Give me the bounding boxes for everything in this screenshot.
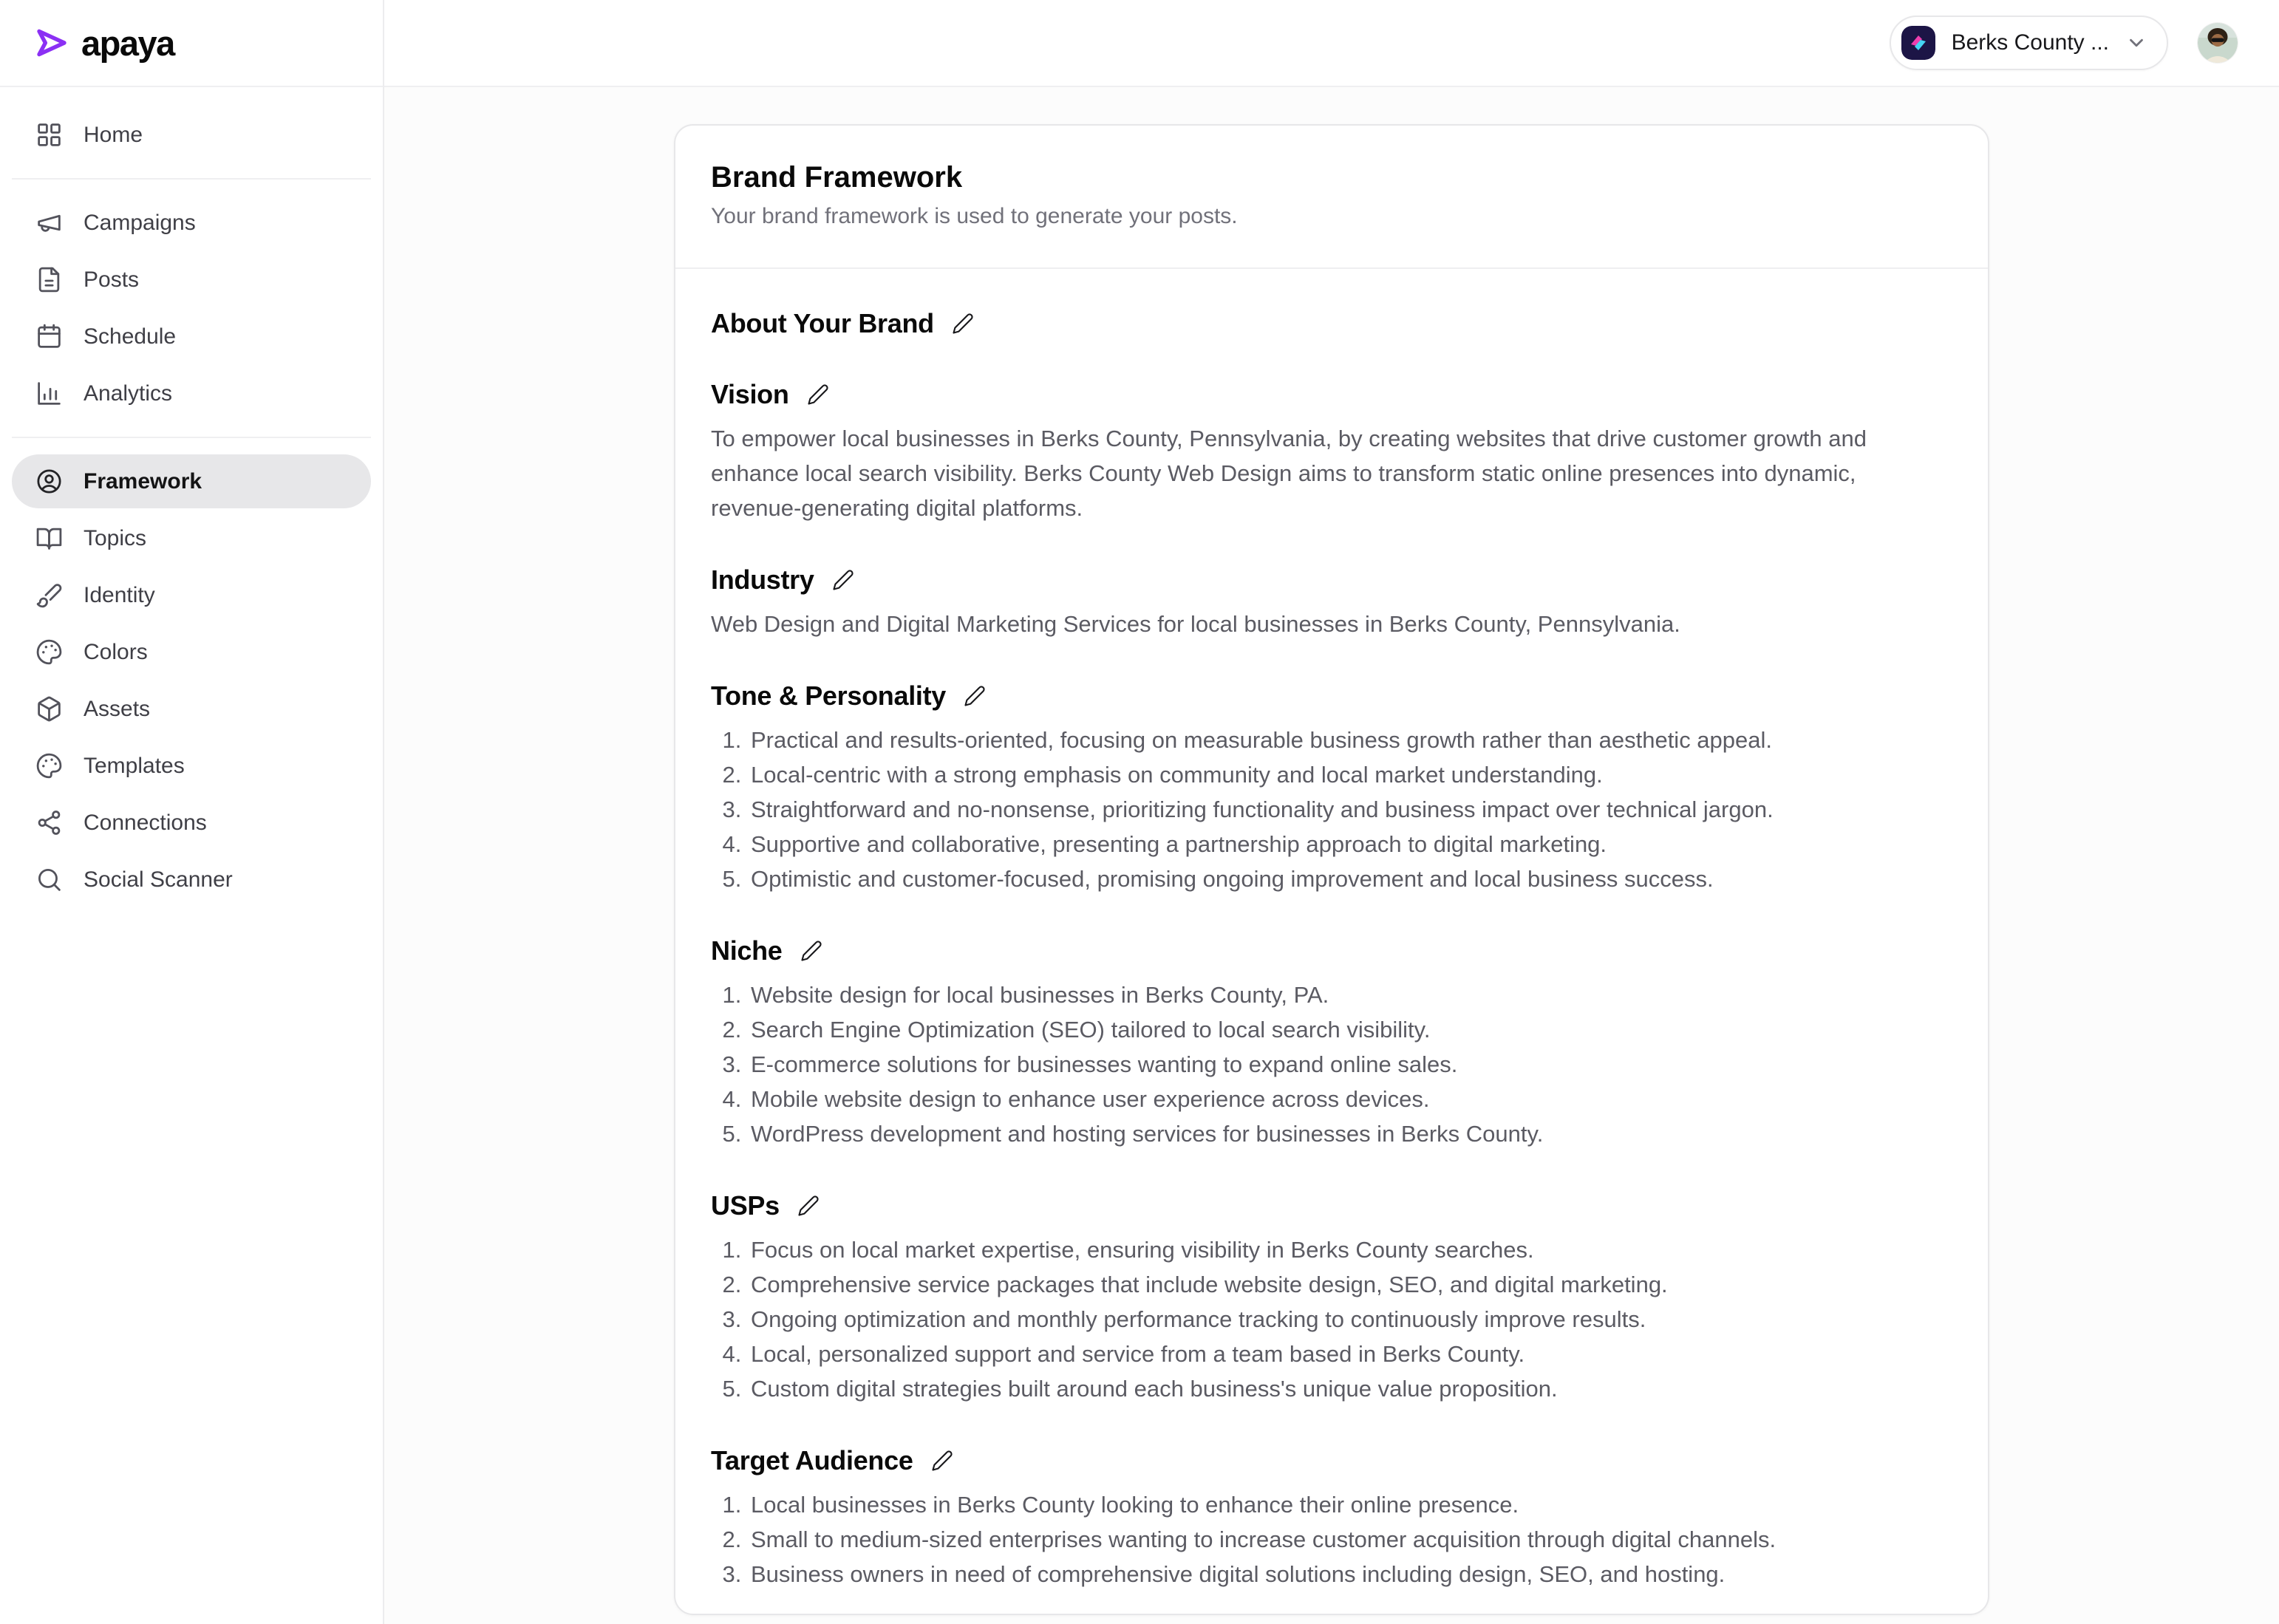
list-item: 3. Business owners in need of comprehensive digital solutions including design, SEO, and hosting. [748,1557,1952,1591]
edit-about-button[interactable] [949,310,977,338]
vision-heading [711,378,1952,411]
sidebar-item-label: Identity [84,582,155,607]
sidebar-item-identity[interactable] [12,568,371,622]
workspace-name: Berks County ... [1951,30,2109,55]
workspace-switcher[interactable] [1890,16,2168,70]
package-icon [35,695,63,723]
usps-list [711,1232,1952,1406]
file-text-icon [35,266,63,293]
usps-heading [711,1190,1952,1222]
sidebar-item-colors[interactable] [12,625,371,679]
brand-framework-card [674,124,1989,1615]
sidebar-item-label: Schedule [84,324,177,349]
list-item: 2. Search Engine Optimization (SEO) tailored to local search visibility. [748,1012,1952,1047]
industry-title: Industry [711,564,814,595]
chevron-down-icon [2125,32,2147,54]
sidebar-item-analytics[interactable] [12,366,371,420]
usps-title: USPs [711,1190,780,1221]
user-avatar[interactable] [2198,23,2238,63]
pencil-icon [797,1195,820,1217]
sidebar-item-assets[interactable] [12,682,371,736]
bar-chart-icon [35,380,63,407]
list-item: 5. Custom digital strategies built around each business's unique value proposition. [748,1371,1952,1406]
edit-vision-button[interactable] [804,381,832,409]
apaya-logo-icon [34,25,69,61]
tone-personality-heading [711,680,1952,712]
about-your-brand-heading [711,307,1952,340]
sidebar-item-label: Assets [84,696,151,721]
sidebar-item-label: Templates [84,753,185,778]
list-item: 4. Supportive and collaborative, presenting a partnership approach to digital marketing. [748,827,1952,862]
tone-personality-list [711,723,1952,896]
sidebar-item-campaigns[interactable] [12,196,371,250]
list-item: 1. Focus on local market expertise, ensuring visibility in Berks County searches. [748,1232,1952,1267]
list-item: 4. Mobile website design to enhance user experience across devices. [748,1082,1952,1116]
sidebar-item-label: Connections [84,810,207,835]
calendar-icon [35,323,63,350]
edit-tone-button[interactable] [961,682,989,710]
sidebar-item-home[interactable] [12,108,371,162]
content-area [384,87,2279,1624]
sidebar-item-topics[interactable] [12,511,371,565]
about-your-brand-title: About Your Brand [711,308,934,338]
list-item: 2. Local-centric with a strong emphasis on community and local market understanding. [748,757,1952,792]
palette-icon [35,752,63,779]
sidebar-item-posts[interactable] [12,253,371,307]
industry-heading [711,564,1952,596]
nav-divider [12,178,371,180]
edit-target-audience-button[interactable] [928,1447,956,1475]
app-logo-text: apaya [81,23,174,63]
industry-text: Web Design and Digital Marketing Services for local businesses in Berks County, Pennsylvania. [711,611,1680,637]
target-audience-heading [711,1444,1952,1477]
book-open-icon [35,525,63,552]
pencil-icon [952,313,974,335]
vision-title: Vision [711,379,789,409]
sidebar-item-label: Framework [84,468,202,494]
list-item: 5. WordPress development and hosting services for businesses in Berks County. [748,1116,1952,1151]
sidebar-item-social-scanner[interactable] [12,853,371,907]
vision-text: To empower local businesses in Berks County, Pennsylvania, by creating websites that drive customer growth and enhance local search visibility. Berks County Web Design aims to transform static online presences into dynamic, revenue-generating digital platforms. [711,426,1867,521]
edit-niche-button[interactable] [797,937,825,965]
sidebar-item-connections[interactable] [12,796,371,850]
target-audience-list [711,1487,1952,1591]
sidebar-item-label: Colors [84,639,148,664]
nav-divider [12,437,371,438]
sidebar-item-label: Campaigns [84,210,196,235]
list-item: 3. Ongoing optimization and monthly performance tracking to continuously improve results. [748,1302,1952,1337]
pencil-icon [931,1450,953,1472]
sidebar-header [0,0,383,87]
pencil-icon [800,940,822,962]
sidebar [0,0,384,1624]
paintbrush-icon [35,581,63,609]
pencil-icon [807,383,829,406]
user-circle-icon [35,468,63,495]
edit-industry-button[interactable] [829,566,857,594]
layout-grid-icon [35,121,63,149]
top-bar [384,0,2279,87]
workspace-brand-icon [1901,26,1935,60]
sidebar-item-label: Home [84,122,143,147]
list-item: 3. E-commerce solutions for businesses wanting to expand online sales. [748,1047,1952,1082]
edit-usps-button[interactable] [794,1192,822,1220]
list-item: 5. Optimistic and customer-focused, promising ongoing improvement and local business success. [748,862,1952,896]
share-icon [35,809,63,836]
search-icon [35,866,63,893]
list-item: 3. Straightforward and no-nonsense, prioritizing functionality and business impact over technical jargon. [748,792,1952,827]
sidebar-nav [0,87,383,927]
list-item: 1. Practical and results-oriented, focusing on measurable business growth rather than aesthetic appeal. [748,723,1952,757]
target-audience-title: Target Audience [711,1445,913,1475]
card-body [675,307,1988,1614]
niche-heading [711,935,1952,967]
sidebar-item-label: Analytics [84,381,173,406]
page-title: Brand Framework [711,161,963,194]
sidebar-item-label: Posts [84,267,140,292]
list-item: 1. Local businesses in Berks County looking to enhance their online presence. [748,1487,1952,1522]
list-item: 1. Website design for local businesses in Berks County, PA. [748,978,1952,1012]
avatar-image [2198,23,2238,63]
pencil-icon [964,685,986,707]
tone-personality-title: Tone & Personality [711,680,947,711]
megaphone-icon [35,209,63,236]
card-header [675,126,1988,269]
app-logo[interactable] [34,23,174,64]
sidebar-item-schedule[interactable] [12,310,371,364]
list-item: 4. Local, personalized support and service from a team based in Berks County. [748,1337,1952,1371]
sidebar-item-templates[interactable] [12,739,371,793]
palette-icon [35,638,63,666]
page-subtitle: Your brand framework is used to generate your posts. [711,204,1238,228]
sidebar-item-label: Topics [84,525,147,550]
niche-list [711,978,1952,1151]
list-item: 2. Comprehensive service packages that include website design, SEO, and digital marketing. [748,1267,1952,1302]
niche-title: Niche [711,935,783,966]
main-area [384,0,2279,1624]
sidebar-item-label: Social Scanner [84,867,233,892]
sidebar-item-framework[interactable] [12,454,371,508]
list-item: 2. Small to medium-sized enterprises wanting to increase customer acquisition through digital channels. [748,1522,1952,1557]
pencil-icon [832,569,854,591]
